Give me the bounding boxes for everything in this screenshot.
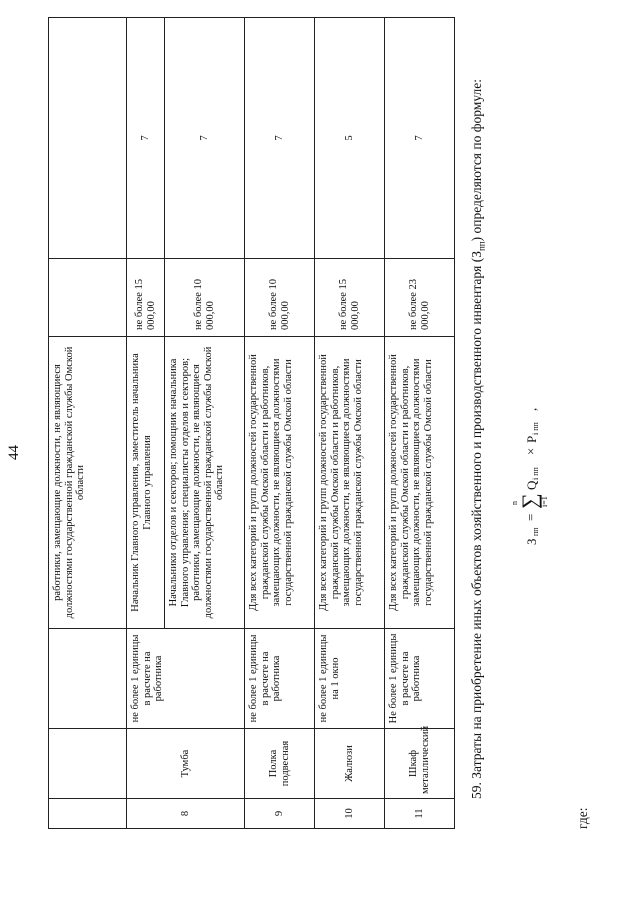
cell-service-life: 7 [245,18,315,259]
formula-sum-upper: n [510,501,519,505]
paragraph-subscript: пп [476,241,487,252]
cell-positions: работники, замещающие должности, не являющиеся должностями государственной гражданской службы Омской области [49,337,127,629]
cell-item-name: Тумба [127,729,245,799]
table-row [315,18,385,829]
paragraph-text-end: ) определяются по формуле: [469,79,484,242]
cell-positions: Для всех категорий и групп должностей государственной гражданской службы Омской области и работников, замещающих должности, не являющиеся должностями государственной гражданской службы Омской области [245,337,315,629]
formula-comma: , [524,407,539,411]
formula-p-subscript: i пп [531,422,540,435]
paragraph-59 [468,13,491,829]
cell-positions: Для всех категорий и групп должностей государственной гражданской службы Омской области и работников, замещающих должности, не являющиеся должностями государственной гражданской службы Омской области [315,337,385,629]
formula [510,305,550,545]
formula-sum-lower: i=1 [540,496,549,507]
cell-price: не более 15 000,00 [315,259,385,337]
cell-positions: Для всех категорий и групп должностей государственной гражданской службы Омской области и работников, замещающих должности, не являющиеся должностями государственной гражданской службы Омской области [385,337,455,629]
cell-price: не более 15 000,00 [127,259,165,337]
cell-item-name: Шкаф металлический [385,729,455,799]
formula-lhs: З [524,538,539,545]
page-number: 44 [6,445,22,460]
cell-price: не более 23 000,00 [385,259,455,337]
formula-times: × [523,447,538,455]
cell-quantity: не более 1 единицы на 1 окно [315,629,385,729]
table-row [385,18,455,829]
formula-p: P [524,435,539,443]
cell-quantity: не более 1 единицы в расчете на работника [127,629,245,729]
cell-positions: Начальники отделов и секторов; помощник начальника Главного управления; специалисты отделов и секторов; работники, замещающие должности, не являющиеся должностями государственной гражданской службы Омской области [165,337,245,629]
cell-item-name: Полка подвесная [245,729,315,799]
cell-number: 8 [127,799,245,829]
cell-number: 11 [385,799,455,829]
cell-positions: Начальник Главного управления, заместитель начальника Главного управления [127,337,165,629]
cell-number: 10 [315,799,385,829]
cell-price [49,259,127,337]
sum-icon: ∑ [517,493,542,509]
cell-number: 9 [245,799,315,829]
formula-lhs-subscript: пп [531,527,540,536]
cell-quantity: Не более 1 единицы в расчете на работника [385,629,455,729]
cell-price: не более 10 000,00 [245,259,315,337]
cell-quantity [49,629,127,729]
cell-service-life: 7 [385,18,455,259]
table-row [127,18,165,829]
formula-equals: = [523,513,538,521]
cell-item-name [49,729,127,799]
cell-number [49,799,127,829]
inventory-norms-table [48,17,455,829]
cell-service-life [49,18,127,259]
cell-service-life: 7 [127,18,165,259]
cell-item-name: Жалюзи [315,729,385,799]
where-label: где: [575,807,590,829]
cell-price: не более 10 000,00 [165,259,245,337]
formula-q-subscript: i пп [531,467,540,480]
paragraph-text: 59. Затраты на приобретение иных объектов хозяйственного и производственного инвентаря (З [469,251,484,799]
table-row [49,18,127,829]
cell-service-life: 5 [315,18,385,259]
cell-service-life: 7 [165,18,245,259]
cell-quantity: не более 1 единицы в расчете на работника [245,629,315,729]
table-row [245,18,315,829]
formula-q: Q [524,480,539,490]
